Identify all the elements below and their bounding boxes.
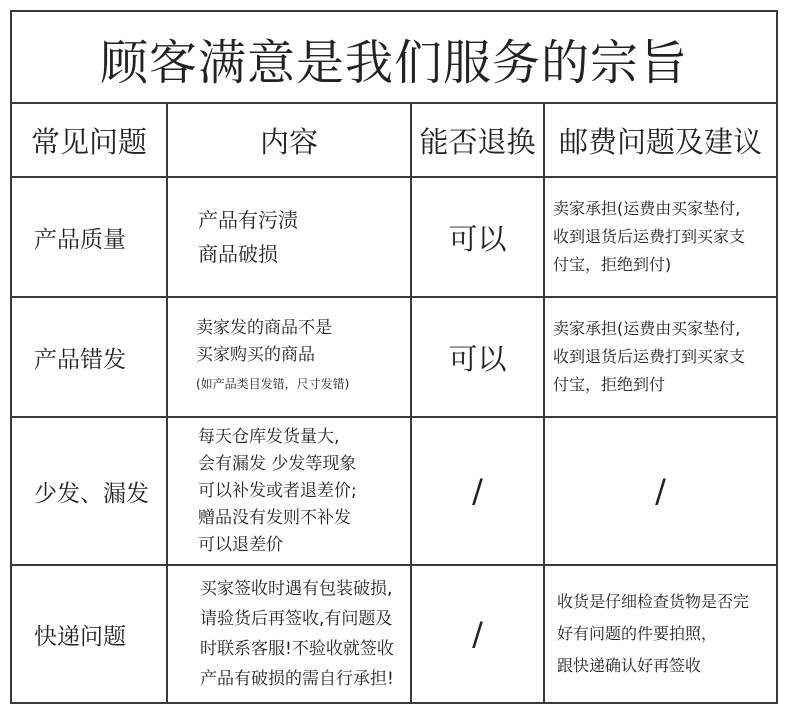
content-line: 会有漏发 少发等现象 (198, 453, 357, 474)
content-line: 赠品没有发则不补发 (198, 507, 351, 528)
postage-line: 卖家承担(运费由买家垫付, (553, 199, 741, 218)
content-line: 产品有破损的需自行承担! (200, 669, 394, 689)
header-returnable: 能否退换 (419, 124, 536, 159)
postage-line: 付宝，拒绝到付 (553, 375, 666, 394)
content-line: 每天仓库发货量大, (198, 426, 340, 447)
postage-line: 收货是仔细检查货物是否完 (557, 592, 750, 611)
row-postage-quality (545, 178, 776, 296)
service-policy-table (10, 10, 778, 704)
row-returnable-delivery: / (472, 615, 483, 653)
row-category-delivery: 快递问题 (34, 623, 126, 650)
content-line: 产品有污渍 (198, 208, 298, 232)
row-postage-delivery (545, 566, 776, 702)
content-line: 可以补发或者退差价; (198, 480, 357, 501)
content-line: 请验货后再签收,有问题及 (200, 609, 393, 629)
postage-line: 好有问题的件要拍照， (557, 624, 718, 643)
row-category-missing: 少发、漏发 (34, 480, 149, 507)
row-content-missing (168, 418, 410, 564)
postage-line: 卖家承担(运费由买家垫付, (553, 319, 741, 338)
content-line: 买家购买的商品 (196, 345, 315, 365)
row-returnable-missing: / (472, 472, 483, 510)
content-line: 可以退差价 (198, 534, 283, 555)
content-line: 商品破损 (198, 242, 278, 266)
postage-line: 收到退货后运费打到买家支 (553, 227, 746, 246)
content-line: 买家签收时遇有包装破损, (200, 579, 393, 599)
row-content-quality (168, 178, 410, 296)
header-common-issues: 常见问题 (30, 124, 147, 159)
postage-line: 跟快递确认好再签收 (557, 656, 702, 675)
content-line: 时联系客服!不验收就签收 (200, 639, 394, 659)
postage-line: 付宝，拒绝到付) (553, 255, 672, 274)
row-returnable-wrong-item: 可以 (448, 341, 507, 376)
row-postage-missing: / (655, 472, 666, 510)
row-returnable-quality: 可以 (448, 221, 507, 256)
content-line: 卖家发的商品不是 (196, 318, 332, 338)
header-postage: 邮费问题及建议 (558, 124, 762, 159)
content-note: (如产品类目发错，尺寸发错) (196, 377, 350, 391)
row-category-quality: 产品质量 (34, 226, 126, 253)
row-content-wrong-item (168, 298, 410, 416)
header-content: 内容 (259, 124, 318, 159)
row-postage-wrong-item (545, 298, 776, 416)
row-content-delivery (168, 566, 410, 702)
page-title: 顾客满意是我们服务的宗旨 (99, 34, 688, 91)
row-category-wrong-item: 产品错发 (34, 346, 126, 373)
postage-line: 收到退货后运费打到买家支 (553, 347, 746, 366)
